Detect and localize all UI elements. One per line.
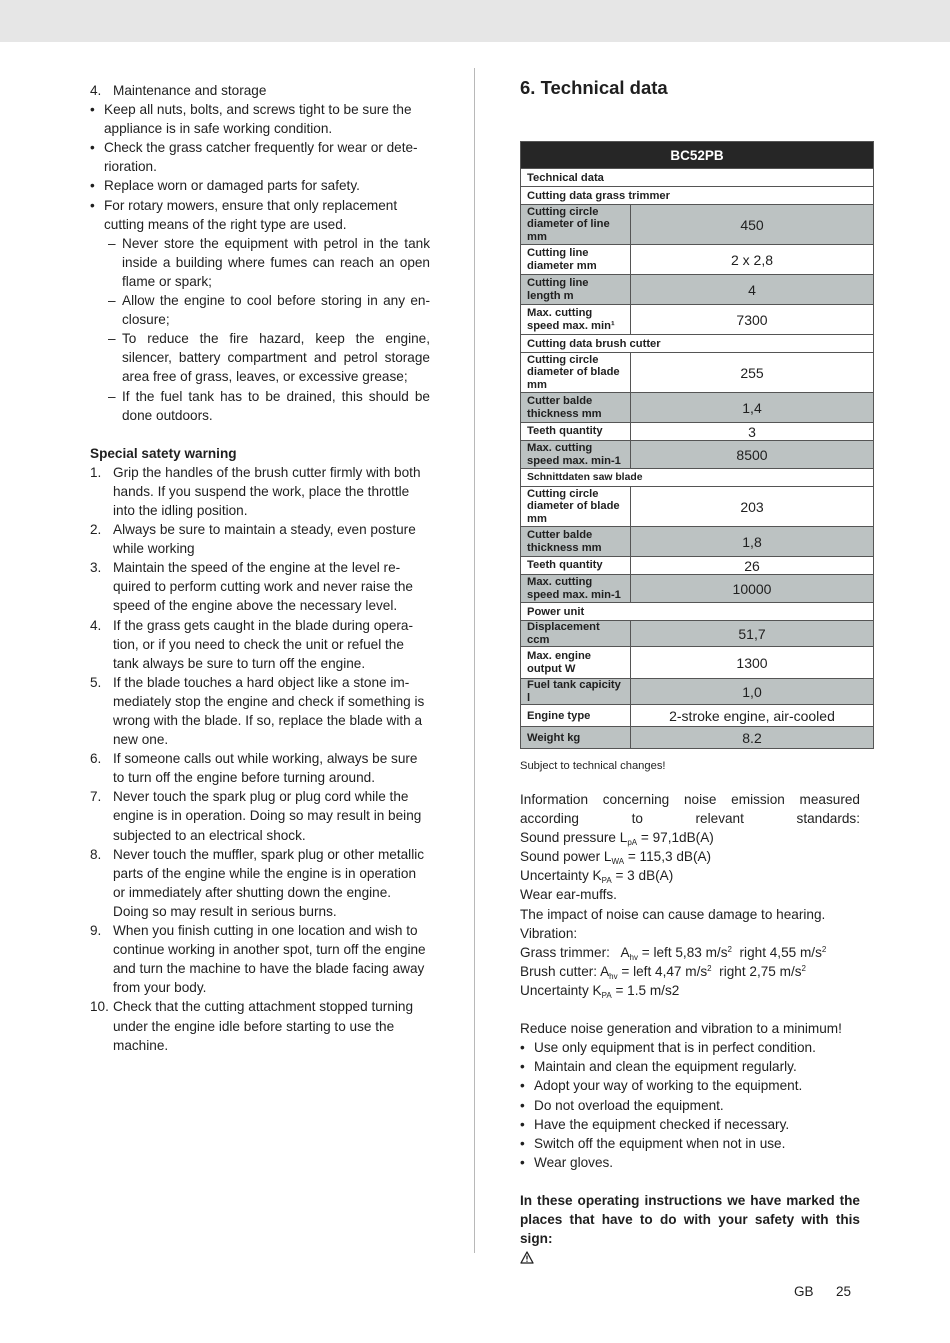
bullet-item (520, 1096, 860, 1115)
subheader-label: Schnittdaten saw blade (521, 469, 874, 487)
item-text: If the grass gets caught in the blade during operation, or if you need to check the unit or refuel the tank always be sure to turn off the engine. (113, 617, 414, 671)
bullet-item (520, 1057, 860, 1076)
table-row (521, 393, 874, 423)
spec-value: 8.2 (631, 727, 874, 749)
bullet-text: Use only equipment that is in perfect condition. (534, 1040, 816, 1056)
spec-label: Cutting circle diameter of line mm (521, 205, 631, 245)
spec-value: 1,8 (631, 527, 874, 557)
bullet-item (90, 100, 430, 138)
spec-label: Max. cutting speed max. min-1 (521, 441, 631, 469)
table-row (521, 557, 874, 575)
noise-intro: Information concerning noise emission measured according to relevant standards: (520, 792, 860, 827)
table-subheader-row (521, 335, 874, 353)
list-text: Replace worn or damaged parts for safety. (104, 178, 360, 194)
spec-label: Displacement ccm (521, 621, 631, 647)
section-title: 6. Technical data (520, 77, 668, 98)
safety-item (90, 997, 430, 1054)
vibration-brush-cutter: Brush cutter: $A_{hv}$ = left 4,47 $m/s^2$ right 2,75 $m/s^2$ (520, 963, 806, 981)
special-safety-heading: Special satety warning (90, 445, 237, 461)
table-caption-row (521, 142, 874, 169)
table-row (521, 487, 874, 527)
spec-value: 2 x 2,8 (631, 245, 874, 275)
vibration-grass-trimmer: Grass trimmer: $A_{hv}$ = left 5,83 $m/s^2$ right 4,55 $m/s^2$ (520, 944, 827, 962)
bullet-marker: • (520, 1154, 525, 1170)
safety-item (90, 749, 430, 787)
table-row (521, 575, 874, 603)
item-text: If someone calls out while working, always be sure to turn off the engine before turning around. (113, 751, 418, 786)
table-row (521, 705, 874, 727)
safety-item (90, 921, 430, 997)
table-subheader-row (521, 169, 874, 187)
bullet-item (90, 196, 430, 234)
spec-value: 2-stroke engine, air-cooled (631, 705, 874, 727)
spec-label: Teeth quantity (521, 423, 631, 441)
list-marker: – (108, 331, 116, 347)
maintenance-list (90, 81, 430, 425)
bullet-item (520, 1115, 860, 1134)
list-text: Allow the engine to cool before storing in any enclosure; (122, 293, 430, 328)
table-row (521, 647, 874, 679)
item-text: When you finish cutting in one location and wish to continue working in another spot, turn off the engine and turn the machine to have the blade facing away from your body. (113, 923, 426, 996)
page-number: 25 (836, 1284, 852, 1299)
dash-item (90, 387, 430, 425)
subheader-label: Power unit (521, 603, 874, 621)
numbered-item (90, 81, 430, 100)
safety-item (90, 787, 430, 844)
table-row (521, 305, 874, 335)
table-subheader-row (521, 469, 874, 487)
spec-value: 1,4 (631, 393, 874, 423)
item-number: 5. (90, 674, 102, 690)
list-text: If the fuel tank has to be drained, this should be done outdoors. (122, 388, 430, 423)
table-row (521, 275, 874, 305)
table-row (521, 527, 874, 557)
warning-triangle-icon (520, 1250, 860, 1269)
reduce-heading: Reduce noise generation and vibration to a minimum! (520, 1021, 842, 1037)
table-row (521, 423, 874, 441)
spec-label: Cutter balde thickness mm (521, 527, 631, 557)
table-subheader-row (521, 603, 874, 621)
subheader-label: Cutting data brush cutter (521, 335, 874, 353)
item-number: 2. (90, 522, 102, 538)
special-safety-list (90, 463, 430, 1055)
dash-item (90, 234, 430, 291)
bullet-item (520, 1153, 860, 1172)
footer-language: GB (794, 1284, 814, 1299)
item-number: 1. (90, 464, 102, 480)
list-marker: 4. (90, 83, 102, 98)
subheader-label: Cutting data grass trimmer (521, 187, 874, 205)
left-column (90, 81, 430, 1055)
item-text: Always be sure to maintain a steady, even posture while working (113, 522, 416, 557)
list-marker: • (90, 102, 95, 118)
bullet-marker: • (520, 1078, 525, 1094)
list-marker: – (108, 293, 116, 309)
bullet-item (520, 1134, 860, 1153)
bullet-marker: • (520, 1040, 525, 1056)
table-row (521, 727, 874, 749)
safety-item (90, 558, 430, 615)
spec-value: 10000 (631, 575, 874, 603)
spec-value: 4 (631, 275, 874, 305)
item-text: Check that the cutting attachment stopped turning under the engine idle before starting to use the machine. (113, 999, 414, 1053)
list-marker: • (90, 140, 95, 156)
spec-value: 7300 (631, 305, 874, 335)
closing-statement: In these operating instructions we have marked the places that have to do with your safety with this sign: (520, 1192, 860, 1247)
list-text: Check the grass catcher frequently for wear or deterioration. (104, 140, 418, 175)
spec-value: 255 (631, 353, 874, 393)
item-text: Never touch the muffler, spark plug or other metallic parts of the engine while the engine is in operation or immediately after shutting down the engine. Doing so may result in serious burns. (113, 846, 425, 919)
list-text: To reduce the fire hazard, keep the engine, silencer, battery compartment and petrol storage area free of grass, leaves, or excessive grease; (122, 331, 430, 385)
spec-value: 203 (631, 487, 874, 527)
bullet-text: Adopt your way of working to the equipment. (534, 1078, 803, 1094)
spec-value: 26 (631, 557, 874, 575)
item-number: 7. (90, 789, 102, 805)
spec-value: 51,7 (631, 621, 874, 647)
vibration-label: Vibration: (520, 925, 578, 941)
item-text: Never touch the spark plug or plug cord while the engine is in operation. Doing so may result in being subjected to an electrical shock. (113, 789, 422, 843)
sound-power: Sound power $L_{WA} = 115,3$ dB(A) (520, 849, 712, 867)
bullet-text: Maintain and clean the equipment regularly. (534, 1059, 797, 1075)
list-marker: • (90, 178, 95, 194)
model-name: BC52PB (521, 142, 874, 169)
safety-item (90, 673, 430, 749)
dash-item (90, 291, 430, 329)
spec-label: Cutting circle diameter of blade mm (521, 487, 631, 527)
column-divider (474, 68, 475, 1253)
reduce-list (520, 1038, 860, 1172)
spec-value: 450 (631, 205, 874, 245)
spec-value: 8500 (631, 441, 874, 469)
item-number: 3. (90, 560, 102, 576)
spec-label: Fuel tank capicity l (521, 679, 631, 705)
noise-impact: The impact of noise can cause damage to hearing. (520, 906, 826, 922)
table-row (521, 679, 874, 705)
dash-item (90, 329, 430, 386)
bullet-item (90, 138, 430, 176)
bullet-marker: • (520, 1097, 525, 1113)
bullet-marker: • (520, 1116, 525, 1132)
header-band (0, 0, 950, 42)
spec-label: Max. cutting speed max. min-1 (521, 575, 631, 603)
safety-item (90, 463, 430, 520)
technical-data-table (520, 141, 874, 749)
subheader-label: Technical data (521, 169, 874, 187)
spec-label: Cutting line diameter mm (521, 245, 631, 275)
bullet-text: Do not overload the equipment. (534, 1097, 724, 1113)
item-number: 6. (90, 751, 102, 767)
spec-label: Max. cutting speed max. min¹ (521, 305, 631, 335)
item-number: 10. (90, 999, 109, 1015)
list-text: Maintenance and storage (113, 83, 267, 98)
bullet-text: Wear gloves. (534, 1154, 614, 1170)
table-row (521, 205, 874, 245)
table-subheader-row (521, 187, 874, 205)
uncertainty-vibration: Uncertainty $K_{PA} = 1.5$ m/s2 (520, 982, 680, 1000)
list-marker: – (108, 235, 116, 251)
bullet-item (90, 176, 430, 195)
table-row (521, 353, 874, 393)
bullet-item (520, 1038, 860, 1057)
item-number: 9. (90, 923, 102, 939)
spec-value: 1300 (631, 647, 874, 679)
safety-item (90, 845, 430, 921)
bullet-text: Switch off the equipment when not in use. (534, 1135, 786, 1151)
safety-item (90, 616, 430, 673)
spec-label: Cutting circle diameter of blade mm (521, 353, 631, 393)
item-text: Maintain the speed of the engine at the level required to perform cutting work and never raise the speed of the engine above the necessary level. (113, 560, 413, 614)
item-text: Grip the handles of the brush cutter firmly with both hands. If you suspend the work, place the throttle into the idling position. (113, 464, 421, 518)
spec-label: Engine type (521, 705, 631, 727)
spec-label: Cutting line length m (521, 275, 631, 305)
spec-value: 3 (631, 423, 874, 441)
spec-label: Max. engine output W (521, 647, 631, 679)
table-row (521, 621, 874, 647)
safety-item (90, 520, 430, 558)
item-number: 4. (90, 617, 102, 633)
sound-pressure: Sound pressure $L_{pA} = 97,1dB(A)$ (520, 830, 714, 848)
spec-label: Weight kg (521, 727, 631, 749)
noise-info (520, 790, 860, 1269)
item-number: 8. (90, 846, 102, 862)
list-text: Never store the equipment with petrol in the tank inside a building where fumes can reach an open flame or spark; (122, 235, 430, 289)
uncertainty-sound: Uncertainty $K_{PA} = 3$ dB(A) (520, 868, 674, 886)
list-marker: • (90, 197, 95, 213)
bullet-text: Have the equipment checked if necessary. (534, 1116, 790, 1132)
spec-label: Teeth quantity (521, 557, 631, 575)
changes-note: Subject to technical changes! (520, 760, 666, 772)
item-text: If the blade touches a hard object like a stone immediately stop the engine and check if something is wrong with the blade. If so, replace the blade with a new one. (113, 674, 425, 748)
table-row (521, 441, 874, 469)
spec-value: 1,0 (631, 679, 874, 705)
ear-muffs: Wear ear-muffs. (520, 887, 617, 903)
bullet-marker: • (520, 1135, 525, 1151)
bullet-item (520, 1076, 860, 1095)
spec-label: Cutter balde thickness mm (521, 393, 631, 423)
list-marker: – (108, 388, 116, 404)
list-text: Keep all nuts, bolts, and screws tight to be sure the appliance is in safe working condition. (104, 102, 412, 137)
list-text: For rotary mowers, ensure that only replacement cutting means of the right type are used. (104, 197, 398, 232)
bullet-marker: • (520, 1059, 525, 1075)
table-row (521, 245, 874, 275)
